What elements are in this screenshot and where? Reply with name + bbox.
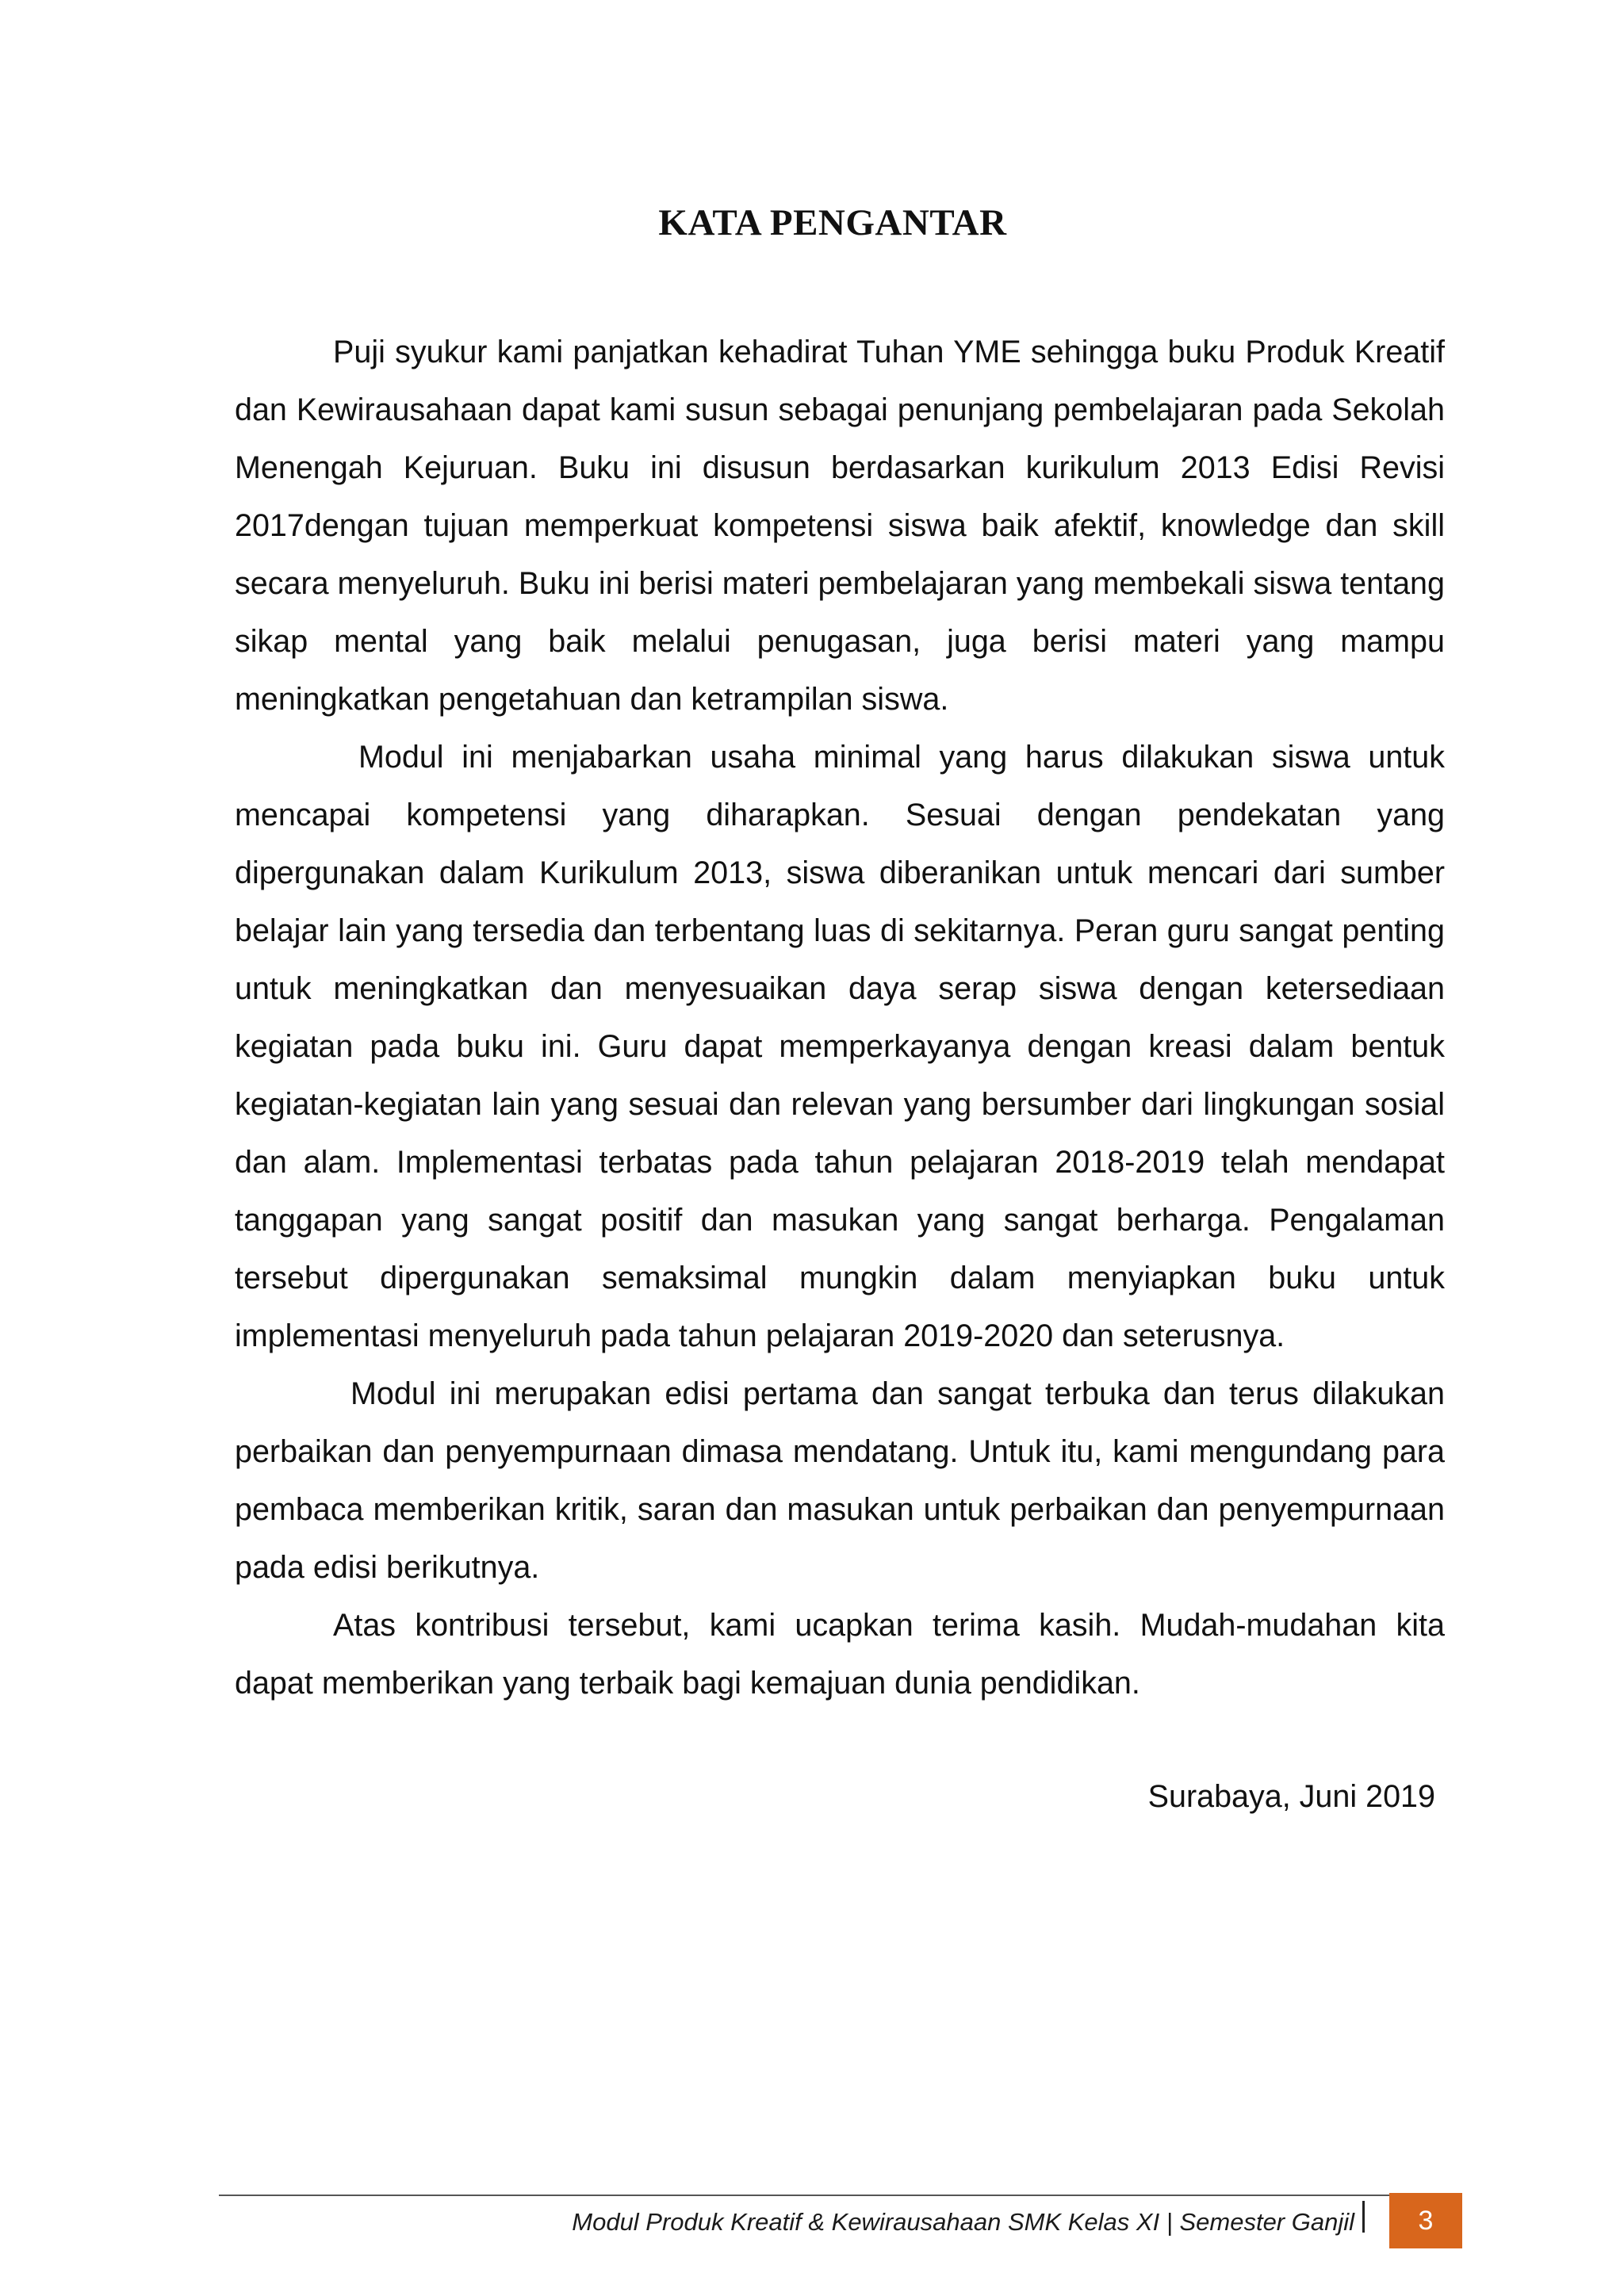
paragraph-1: Puji syukur kami panjatkan kehadirat Tuhan YME sehingga buku Produk Kreatif dan Kewirausahaan dapat kami susun sebagai penunjang pembelajaran pada Sekolah Menengah Kejuruan. Buku ini disusun berdasarkan kurikulum 2013 Edisi Revisi 2017dengan tujuan memperkuat kompetensi siswa baik afektif, knowledge dan skill secara menyeluruh. Buku ini berisi materi pembelajaran yang membekali siswa tentang sikap mental yang baik melalui penugasan, juga berisi materi yang mampu meningkatkan pengetahuan dan ketrampilan siswa. [235,335,1445,717]
paragraph-4: Atas kontribusi tersebut, kami ucapkan terima kasih. Mudah-mudahan kita dapat memberikan yang terbaik bagi kemajuan dunia pendidikan. [235,1608,1445,1701]
paragraph-3: Modul ini merupakan edisi pertama dan sangat terbuka dan terus dilakukan perbaikan dan penyempurnaan dimasa mendatang. Untuk itu, kami mengundang para pembaca memberikan kritik, saran dan masukan untuk perbaikan dan penyempurnaan pada edisi berikutnya. [235,1376,1445,1585]
closing-place-date: Surabaya, Juni 2019 [1147,1779,1435,1814]
page-title: KATA PENGANTAR [658,202,1007,243]
body-text [235,323,1445,1712]
paragraph-2: Modul ini menjabarkan usaha minimal yang harus dilakukan siswa untuk mencapai kompetensi yang diharapkan. Sesuai dengan pendekatan yang dipergunakan dalam Kurikulum 2013, siswa diberanikan untuk mencari dari sumber belajar lain yang tersedia dan terbentang luas di sekitarnya. Peran guru sangat penting untuk meningkatkan dan menyesuaikan daya serap siswa dengan ketersediaan kegiatan pada buku ini. Guru dapat memperkayanya dengan kreasi dalam bentuk kegiatan-kegiatan lain yang sesuai dan relevan yang bersumber dari lingkungan sosial dan alam. Implementasi terbatas pada tahun pelajaran 2018-2019 telah mendapat tanggapan yang sangat positif dan masukan yang sangat berharga. Pengalaman tersebut dipergunakan semaksimal mungkin dalam menyiapkan buku untuk implementasi menyeluruh pada tahun pelajaran 2019-2020 dan seterusnya. [235,740,1445,1353]
footer-text: Modul Produk Kreatif & Kewirausahaan SMK Kelas XI | Semester Ganjil [572,2208,1354,2236]
footer-divider [219,2195,1391,2196]
page-number-badge: 3 [1389,2193,1462,2248]
footer-separator [1362,2201,1365,2233]
